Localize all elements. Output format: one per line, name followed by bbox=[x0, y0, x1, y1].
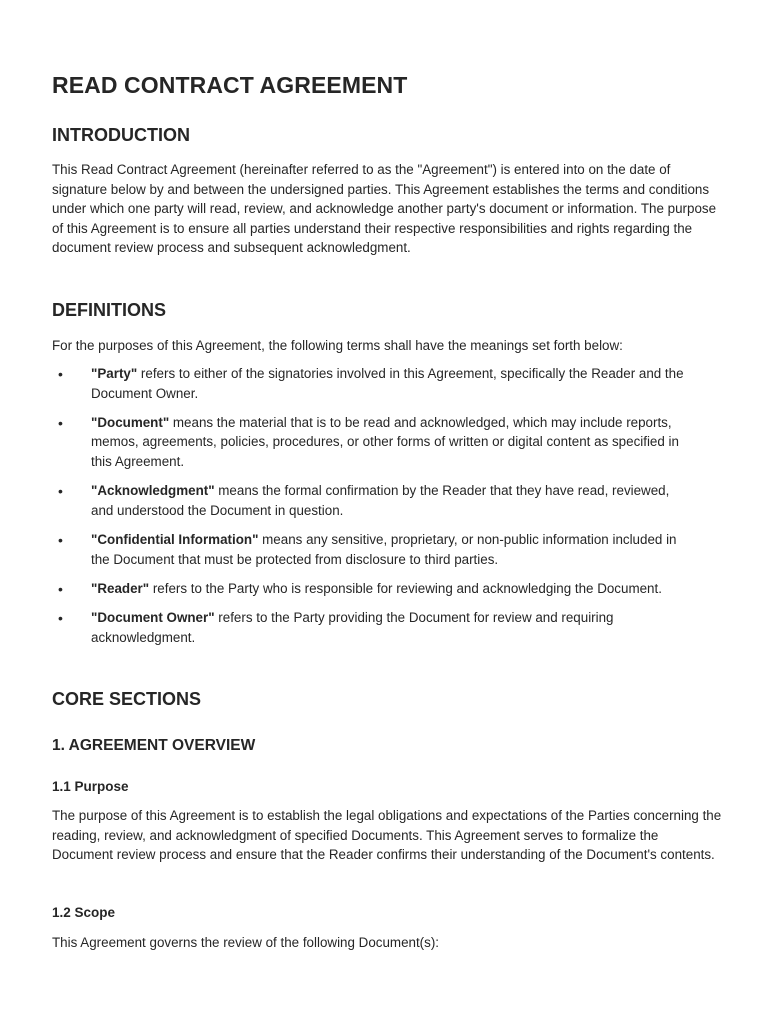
definition-item bbox=[52, 579, 691, 599]
document-title: READ CONTRACT AGREEMENT bbox=[52, 72, 408, 98]
definition-text: refers to the Party who is responsible for reviewing and acknowledging the Document. bbox=[149, 580, 662, 596]
definition-text: means the formal confirmation by the Reader that they have read, reviewed, and understood the Document in question. bbox=[91, 483, 670, 518]
section-1-1-text: The purpose of this Agreement is to establish the legal obligations and expectations of the Parties concerning the reading, review, and acknowledgment of specified Documents. This Agreement serves to formalize the Document review process and ensure that the Reader confirms their understanding of the Document's contents. bbox=[52, 808, 722, 863]
definition-text: refers to either of the signatories involved in this Agreement, specifically the Reader and the Document Owner. bbox=[91, 366, 684, 401]
definition-item bbox=[52, 530, 691, 569]
bullet-icon: • bbox=[58, 483, 63, 500]
section-1-2-heading: 1.2 Scope bbox=[52, 905, 116, 920]
definition-term: "Reader" bbox=[91, 580, 150, 596]
section-1-heading: 1. AGREEMENT OVERVIEW bbox=[52, 737, 256, 754]
definition-term: "Party" bbox=[91, 366, 138, 381]
introduction-text: This Read Contract Agreement (hereinafter referred to as the "Agreement") is entered into on the date of signature below by and between the undersigned parties. This Agreement establishes the terms and conditions under which one party will read, review, and acknowledge another party's document or information. The purpose of this Agreement is to ensure all parties understand their respective responsibilities and rights regarding the document review process and subsequent acknowledgment. bbox=[52, 162, 717, 256]
section-1-1-heading: 1.1 Purpose bbox=[52, 779, 129, 794]
definition-item bbox=[52, 413, 691, 472]
definition-text: means any sensitive, proprietary, or non-public information included in the Document that must be protected from disclosure to third parties. bbox=[91, 531, 677, 567]
bullet-icon: • bbox=[58, 414, 63, 431]
definition-item bbox=[52, 481, 691, 520]
core-sections-heading: CORE SECTIONS bbox=[52, 689, 202, 709]
definitions-heading: DEFINITIONS bbox=[52, 300, 167, 320]
introduction-heading: INTRODUCTION bbox=[52, 125, 190, 145]
definition-term: "Confidential Information" bbox=[91, 531, 259, 547]
definitions-list bbox=[52, 364, 722, 657]
bullet-icon: • bbox=[58, 366, 63, 382]
bullet-icon: • bbox=[58, 531, 63, 548]
definition-term: "Acknowledgment" bbox=[91, 483, 215, 499]
definitions-intro: For the purposes of this Agreement, the following terms shall have the meanings set forth below: bbox=[52, 338, 623, 353]
definition-item bbox=[52, 608, 691, 647]
definition-text: means the material that is to be read and acknowledged, which may include reports, memos, agreements, policies, procedures, or other forms of written or digital content as specified in this Agreement. bbox=[91, 414, 679, 469]
definition-term: "Document Owner" bbox=[91, 609, 215, 625]
definition-term: "Document" bbox=[91, 414, 170, 430]
definition-item bbox=[52, 364, 691, 403]
section-1-2-text: This Agreement governs the review of the following Document(s): bbox=[52, 935, 440, 950]
bullet-icon: • bbox=[58, 609, 63, 626]
bullet-icon: • bbox=[58, 580, 63, 597]
definition-text: refers to the Party providing the Document for review and requiring acknowledgment. bbox=[91, 609, 614, 645]
